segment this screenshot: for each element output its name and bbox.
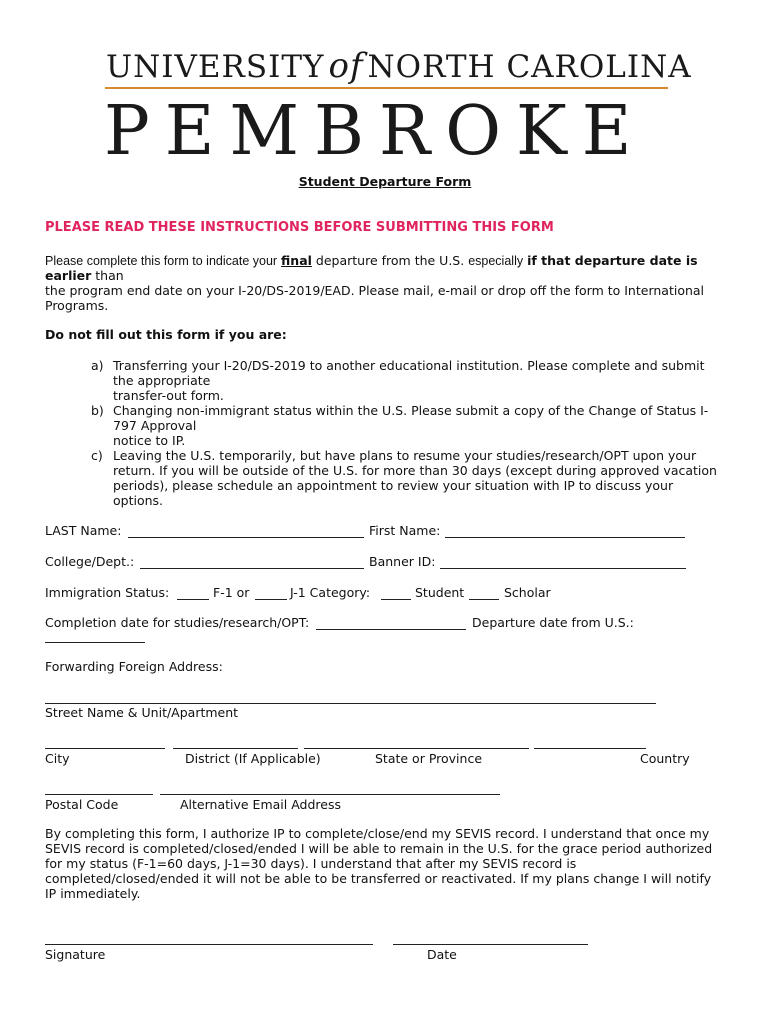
j1-category-label: J-1 Category: <box>290 585 371 600</box>
signature-label: Signature <box>45 947 106 962</box>
street-field[interactable] <box>45 703 656 704</box>
last-name-field[interactable] <box>128 537 364 538</box>
scholar-label: Scholar <box>504 585 551 600</box>
city-label: City <box>45 751 70 766</box>
banner-id-label: Banner ID: <box>369 554 436 569</box>
instructions-warning: PLEASE READ THESE INSTRUCTIONS BEFORE SUBMITTING THIS FORM <box>45 220 554 235</box>
alt-email-label: Alternative Email Address <box>180 797 341 812</box>
city-field[interactable] <box>45 748 165 749</box>
student-checkline[interactable] <box>381 599 411 600</box>
list-item-c-line2: return. If you will be outside of the U.S. for more than 30 days (except during approved vacation <box>113 463 717 478</box>
list-item-c-line4: options. <box>113 493 164 508</box>
college-label: College/Dept.: <box>45 554 135 569</box>
first-name-label: First Name: <box>369 523 441 538</box>
authorization-line-1: By completing this form, I authorize IP to complete/close/end my SEVIS record. I understand that once my <box>45 826 710 841</box>
street-label: Street Name & Unit/Apartment <box>45 705 239 720</box>
college-field[interactable] <box>140 568 364 569</box>
list-item-a-line3: transfer-out form. <box>113 388 224 403</box>
list-marker-c: c) <box>91 448 103 463</box>
district-field[interactable] <box>173 748 298 749</box>
immigration-status-label: Immigration Status: <box>45 585 170 600</box>
logo-university-text: UNIVERSITY <box>106 49 325 85</box>
departure-date-field[interactable] <box>45 642 145 643</box>
university-logo-line1 <box>106 46 692 86</box>
intro-line-4: Programs. <box>45 298 109 313</box>
intro-line-1: Please complete this form to indicate your final departure from the U.S. especially if that departure date is <box>45 253 698 268</box>
list-item-c-line3: periods), please schedule an appointment to review your situation with IP to discuss your <box>113 478 674 493</box>
list-item-b-line2: 797 Approval <box>113 418 197 433</box>
f1-checkline[interactable] <box>177 599 209 600</box>
authorization-line-4: completed/closed/ended it will not be able to be transferred or reactivated. If my plans change I will notify <box>45 871 712 886</box>
departure-date-label: Departure date from U.S.: <box>472 615 634 630</box>
logo-pembroke: PEMBROKE <box>104 92 647 171</box>
logo-north-carolina-text: NORTH CAROLINA <box>367 49 692 85</box>
list-marker-a: a) <box>91 358 104 373</box>
authorization-line-3: for my status (F-1=60 days, J-1=30 days). I understand that after my SEVIS record is <box>45 856 577 871</box>
logo-of-text: of <box>328 46 364 86</box>
signature-field[interactable] <box>45 944 373 945</box>
list-marker-b: b) <box>91 403 104 418</box>
intro-line-3: the program end date on your I-20/DS-2019/EAD. Please mail, e-mail or drop off the form to International <box>45 283 705 298</box>
banner-id-field[interactable] <box>440 568 686 569</box>
authorization-line-2: SEVIS record is completed/closed/ended I will be able to remain in the U.S. for the grace period authorized <box>45 841 713 856</box>
intro-line-2: earlier than <box>45 268 124 283</box>
scholar-checkline[interactable] <box>469 599 499 600</box>
authorization-line-5: IP immediately. <box>45 886 141 901</box>
state-label: State or Province <box>375 751 483 766</box>
f1-label: F-1 or <box>213 585 250 600</box>
country-label: Country <box>640 751 690 766</box>
list-item-b-line3: notice to IP. <box>113 433 186 448</box>
list-item-b-line1: Changing non-immigrant status within the U.S. Please submit a copy of the Change of Status I- <box>113 403 709 418</box>
logo-divider <box>105 87 668 89</box>
list-item-c-line1: Leaving the U.S. temporarily, but have plans to resume your studies/research/OPT upon your <box>113 448 697 463</box>
last-name-label: LAST Name: <box>45 523 122 538</box>
form-title: Student Departure Form <box>298 174 472 189</box>
alt-email-field[interactable] <box>160 794 500 795</box>
first-name-field[interactable] <box>445 537 685 538</box>
list-item-a-line1: Transferring your I-20/DS-2019 to another educational institution. Please complete and submit <box>113 358 705 373</box>
completion-date-field[interactable] <box>316 629 466 630</box>
postal-code-label: Postal Code <box>45 797 119 812</box>
postal-code-field[interactable] <box>45 794 153 795</box>
student-label: Student <box>415 585 465 600</box>
district-label: District (If Applicable) <box>185 751 321 766</box>
date-field[interactable] <box>393 944 588 945</box>
forwarding-address-label: Forwarding Foreign Address: <box>45 659 223 674</box>
do-not-heading: Do not fill out this form if you are: <box>45 327 287 342</box>
state-field[interactable] <box>304 748 529 749</box>
completion-date-label: Completion date for studies/research/OPT: <box>45 615 310 630</box>
date-label: Date <box>427 947 457 962</box>
country-field[interactable] <box>534 748 646 749</box>
list-item-a-line2: the appropriate <box>113 373 211 388</box>
j1-checkline[interactable] <box>255 599 287 600</box>
